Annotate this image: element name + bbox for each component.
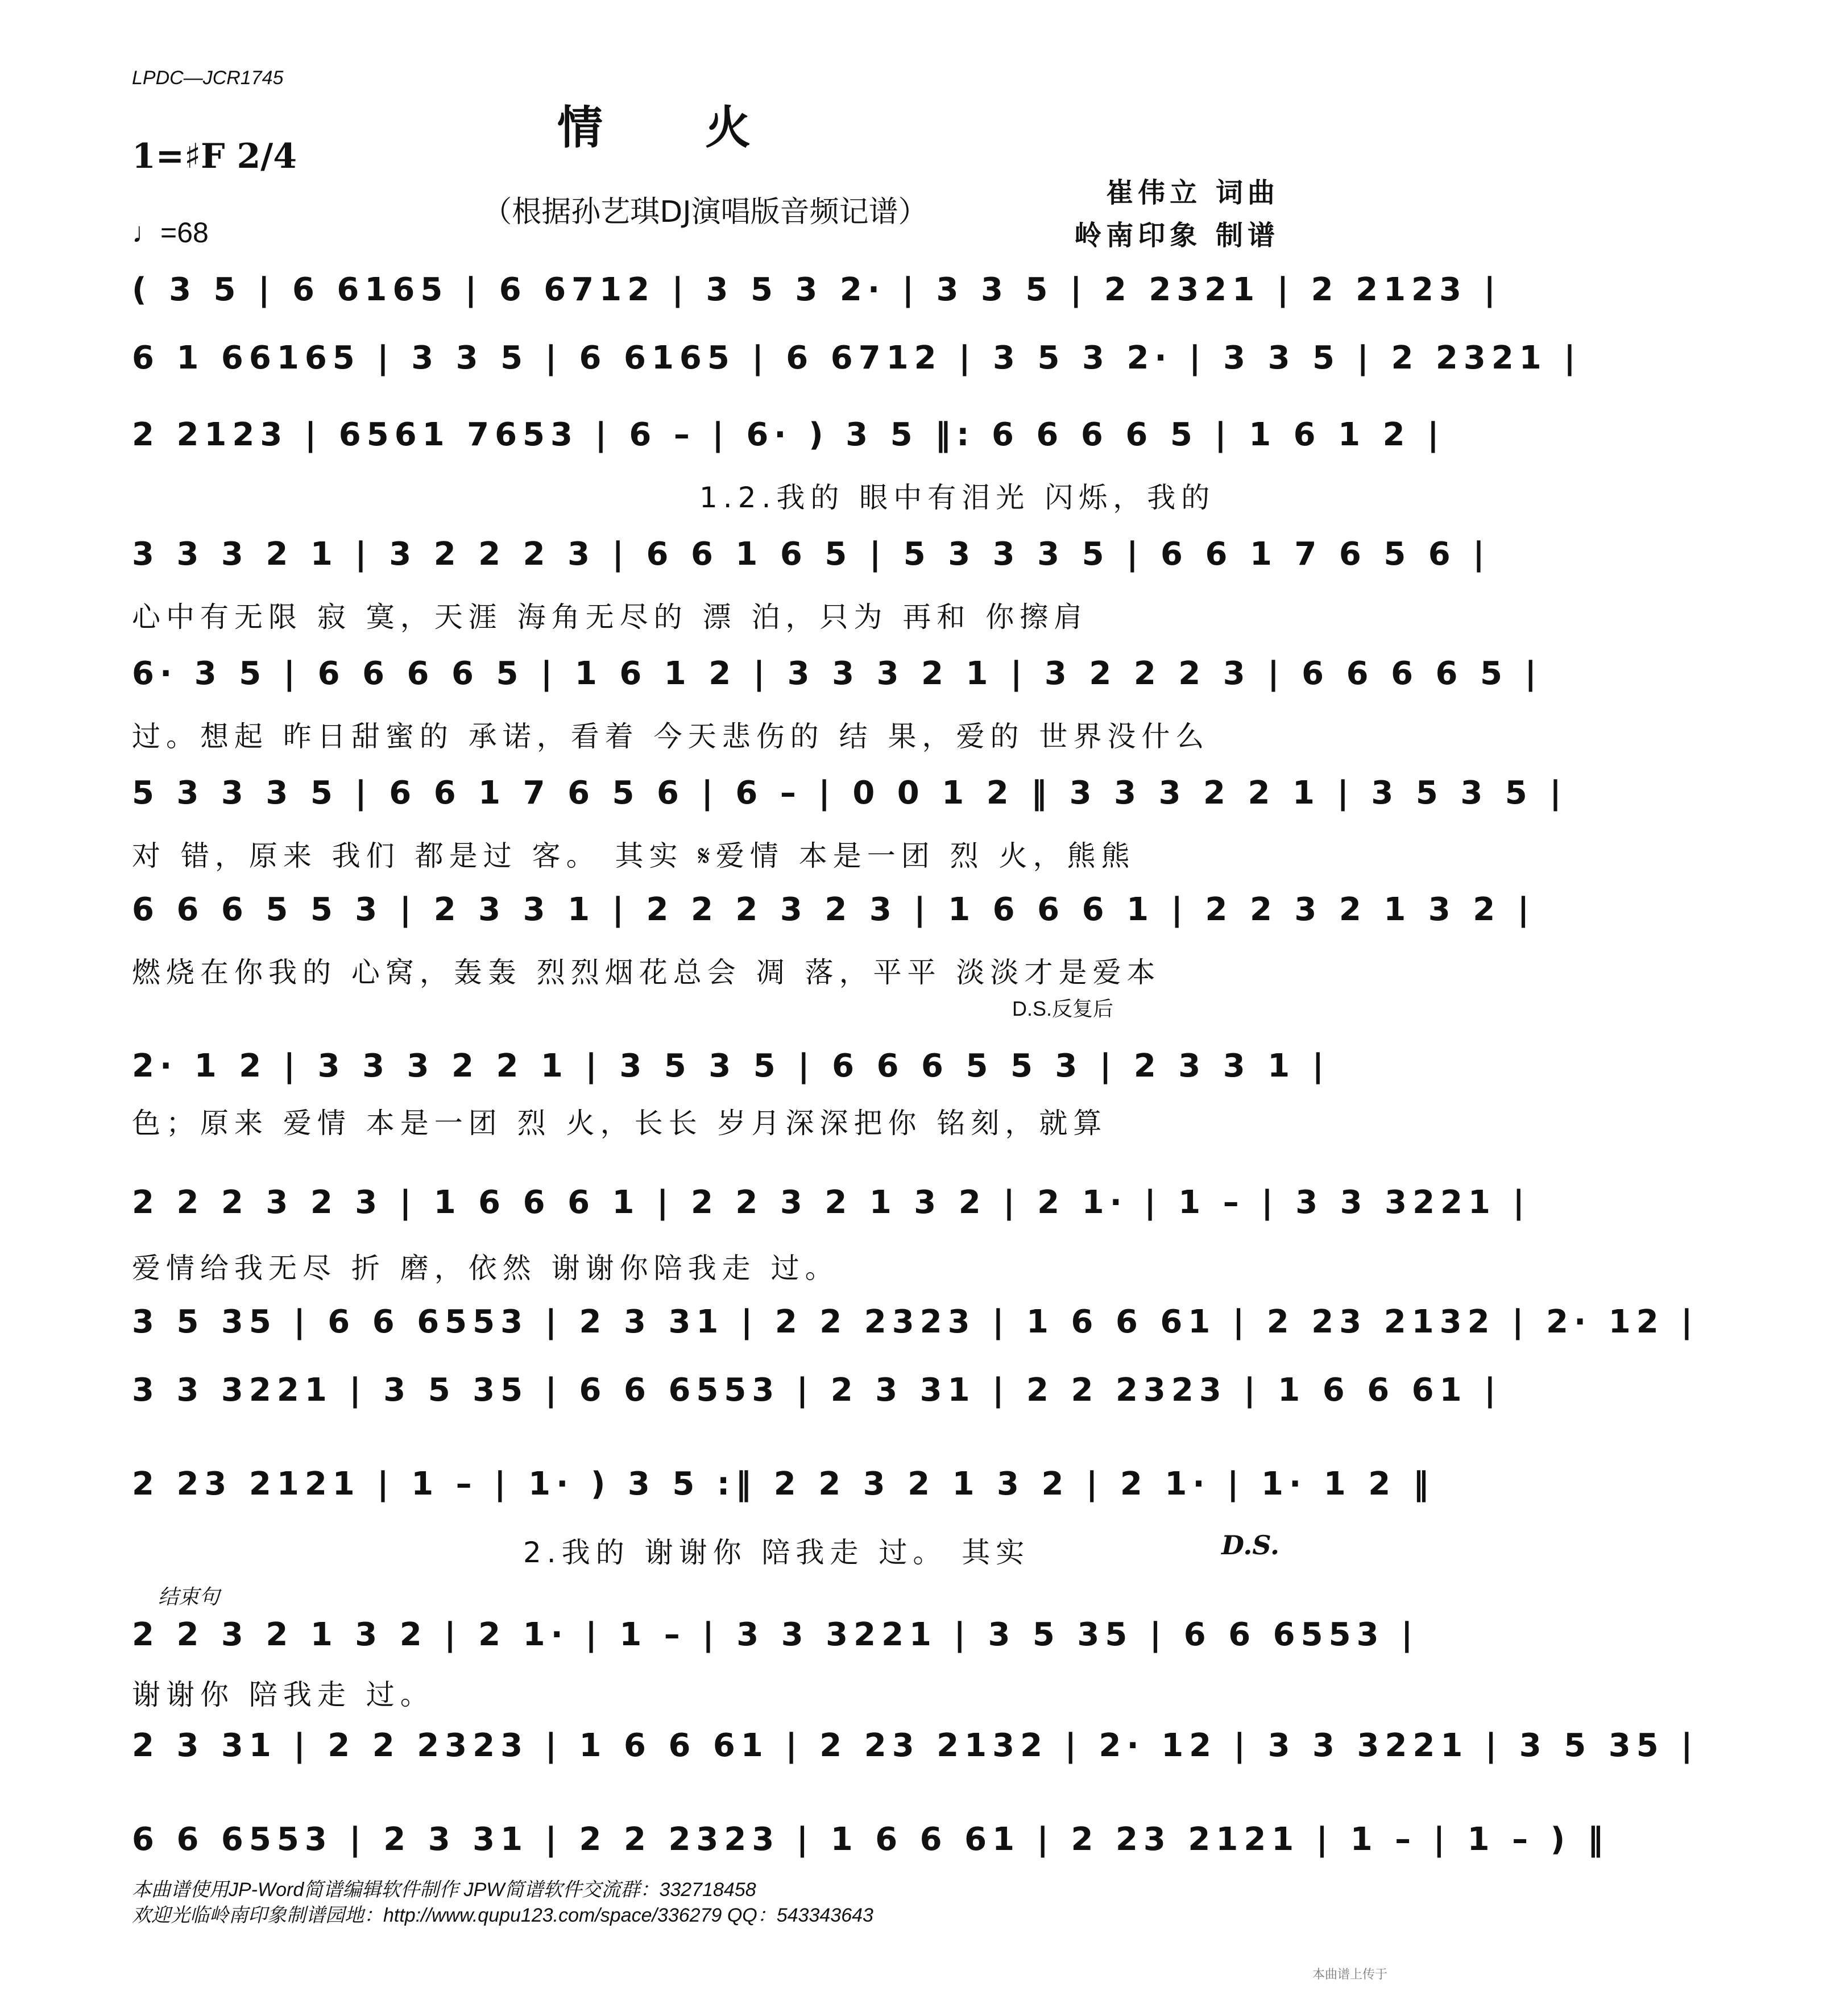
song-title: 情火 — [557, 101, 853, 154]
notation-line: 5 3 3 3 5 | 6 6 1 7 6 5 6 | 6 – | 0 0 1 2 ‖ 3 3 3 2 2 1 | 3 5 3 5 | — [132, 775, 1567, 812]
lyric-line: 1.2.我的 眼中有泪光 闪烁，我的 — [699, 481, 1216, 514]
score-row — [132, 1368, 1502, 1413]
subtitle: （根据孙艺琪DJ演唱版音频记谱） — [482, 195, 928, 229]
document-code: LPDC—JCR1745 — [132, 67, 284, 89]
footer-software-line: 本曲谱使用JP-Word简谱编辑软件制作 JPW简谱软件交流群：332718458 — [132, 1879, 756, 1901]
score-row — [132, 651, 1542, 697]
score-row — [132, 336, 1581, 381]
ds-mark: D.S. — [1221, 1530, 1279, 1561]
notation-line: 3 3 3221 | 3 5 35 | 6 6 6553 | 2 3 31 | 2 2 2323 | 1 6 6 61 | — [132, 1372, 1502, 1409]
score-row — [132, 1723, 1698, 1769]
lyric-line: 过。想起 昨日甜蜜的 承诺，看着 今天悲伤的 结 果，爱的 世界没什么 — [132, 720, 1210, 753]
lyric-line: 心中有无限 寂 寞，天涯 海角无尽的 漂 泊，只为 再和 你擦肩 — [132, 601, 1088, 634]
footer-website-line: 欢迎光临岭南印象制谱园地：http://www.qupu123.com/space/336279 QQ：543343643 — [132, 1905, 873, 1926]
notation-line: 3 5 35 | 6 6 6553 | 2 3 31 | 2 2 2323 | 1 6 6 61 | 2 23 2132 | 2· 12 | — [132, 1303, 1698, 1340]
score-row — [132, 412, 1445, 458]
lyric-line: 谢谢你 陪我走 过。 — [132, 1678, 434, 1711]
score-row — [132, 1462, 1435, 1507]
notation-line: 2 23 2121 | 1 – | 1· ) 3 5 :‖ 2 2 3 2 1 3 2 | 2 1· | 1· 1 2 ‖ — [132, 1466, 1435, 1503]
notation-line: 2 3 31 | 2 2 2323 | 1 6 6 61 | 2 23 2132 | 2· 12 | 3 3 3221 | 3 5 35 | — [132, 1727, 1698, 1764]
ds-after-repeat-mark: D.S.反复后 — [1012, 997, 1114, 1020]
score-row — [132, 771, 1567, 816]
score-row — [132, 1299, 1698, 1345]
score-row — [132, 1180, 1530, 1226]
author: 崔伟立 词曲 — [1106, 177, 1279, 209]
key-signature: 1=♯F 2/4 — [132, 136, 297, 176]
notation-line: 2 2 2 3 2 3 | 1 6 6 6 1 | 2 2 3 2 1 3 2 | 2 1· | 1 – | 3 3 3221 | — [132, 1184, 1530, 1221]
notation-line: 3 3 3 2 1 | 3 2 2 2 3 | 6 6 1 6 5 | 5 3 3 3 5 | 6 6 1 7 6 5 6 | — [132, 536, 1490, 573]
ending-label: 结束句 — [158, 1585, 220, 1608]
arranger: 岭南印象 制谱 — [1074, 220, 1279, 251]
score-row — [132, 1612, 1419, 1658]
score-row — [132, 1817, 1609, 1862]
notation-line: 6 1 66165 | 3 3 5 | 6 6165 | 6 6712 | 3 5 3 2· | 3 3 5 | 2 2321 | — [132, 340, 1581, 376]
notation-line: 6· 3 5 | 6 6 6 6 5 | 1 6 1 2 | 3 3 3 2 1 | 3 2 2 2 3 | 6 6 6 6 5 | — [132, 655, 1542, 692]
notation-line: 2 2123 | 6561 7653 | 6 – | 6· ) 3 5 ‖: 6 6 6 6 5 | 1 6 1 2 | — [132, 416, 1445, 453]
score-row — [132, 532, 1490, 577]
score-row — [132, 267, 1501, 313]
score-row — [132, 887, 1535, 933]
notation-line: 2· 1 2 | 3 3 3 2 2 1 | 3 5 3 5 | 6 6 6 5 5 3 | 2 3 3 1 | — [132, 1048, 1330, 1085]
tempo: ♩=68 — [132, 217, 209, 249]
lyric-line: 燃烧在你我的 心窝，轰轰 烈烈烟花总会 凋 落，平平 淡淡才是爱本 — [132, 956, 1161, 989]
lyric-line: 2.我的 谢谢你 陪我走 过。 其实 — [523, 1536, 1030, 1569]
notation-line: 6 6 6 5 5 3 | 2 3 3 1 | 2 2 2 3 2 3 | 1 6 6 6 1 | 2 2 3 2 1 3 2 | — [132, 891, 1535, 928]
lyric-line: 对 错，原来 我们 都是过 客。 其实 𝄋爱情 本是一团 烈 火，熊熊 — [132, 839, 1136, 872]
lyric-line: 爱情给我无尽 折 磨，依然 谢谢你陪我走 过。 — [132, 1252, 839, 1285]
score-row — [132, 1044, 1330, 1089]
notation-line: 6 6 6553 | 2 3 31 | 2 2 2323 | 1 6 6 61 | 2 23 2121 | 1 – | 1 – ) ‖ — [132, 1821, 1609, 1858]
notation-line: ( 3 5 | 6 6165 | 6 6712 | 3 5 3 2· | 3 3 5 | 2 2321 | 2 2123 | — [132, 271, 1501, 308]
notation-line: 2 2 3 2 1 3 2 | 2 1· | 1 – | 3 3 3221 | 3 5 35 | 6 6 6553 | — [132, 1616, 1419, 1653]
lyric-line: 色；原来 爱情 本是一团 烈 火，长长 岁月深深把你 铭刻，就算 — [132, 1107, 1108, 1140]
watermark: 本曲谱上传于 — [1312, 1967, 1387, 1981]
